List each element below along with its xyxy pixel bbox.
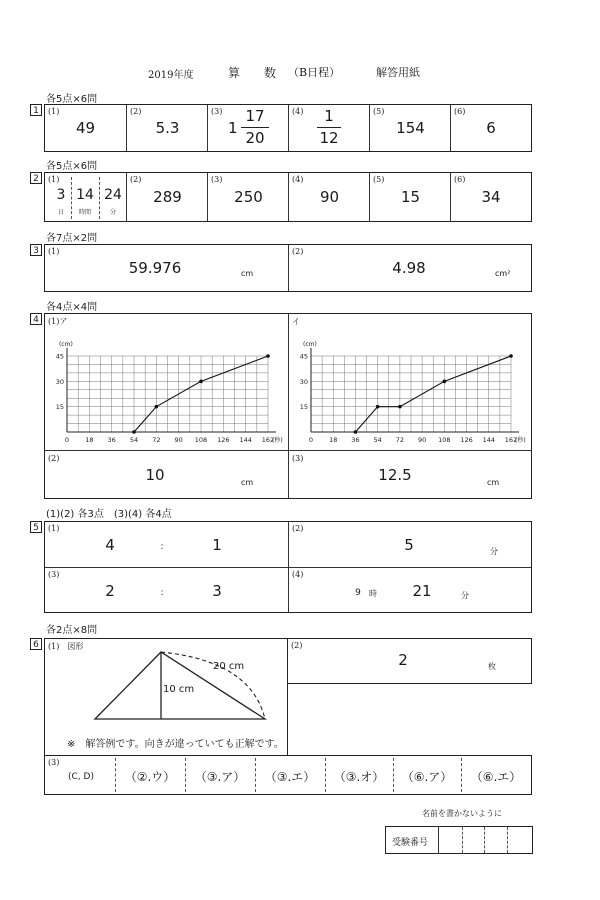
q6-label-1: (1) 図形 — [48, 642, 84, 651]
header-year: 2019年度 — [148, 70, 194, 81]
x-tick-label: 18 — [329, 436, 338, 444]
q1-answer-1: 49 — [75, 119, 96, 137]
x-tick-label: 90 — [174, 436, 183, 444]
q5-answer-4-minutes: 21 — [412, 582, 432, 600]
y-tick-label: 45 — [299, 352, 308, 361]
q2-answer-3: 250 — [234, 188, 263, 206]
q6-cell-2[interactable] — [287, 638, 532, 684]
y-tick-label: 30 — [299, 377, 308, 386]
q1-answer-3-whole: 1 — [228, 119, 238, 137]
q5-cell-3[interactable] — [45, 568, 288, 613]
q2-cell-3[interactable] — [207, 173, 288, 221]
q3-number: 3 — [30, 244, 42, 256]
q5-answer-box — [44, 521, 532, 613]
q5-answer-1-right: 1 — [212, 536, 222, 554]
q5-cell-2[interactable] — [289, 522, 531, 567]
q2-cell-6[interactable] — [450, 173, 530, 221]
x-tick-label: 54 — [129, 436, 139, 444]
x-tick-label: 108 — [438, 436, 451, 444]
q3-cell-1[interactable] — [45, 245, 288, 291]
y-tick-label: 30 — [55, 377, 64, 386]
q6-cell-3[interactable] — [44, 755, 532, 795]
header-session: （B日程） — [288, 66, 341, 79]
q1-answer-3-numerator: 17 — [245, 107, 265, 125]
x-tick-label: 18 — [85, 436, 94, 444]
q5-separator-3: : — [160, 588, 164, 598]
q1-answer-4-numerator: 1 — [324, 107, 334, 125]
q3-cell-2[interactable] — [288, 245, 530, 291]
header-subject: 算 数 — [228, 66, 277, 80]
exam-number-box — [385, 826, 533, 854]
q2-unit-hours: 時間 — [78, 209, 91, 216]
y-tick-label: 45 — [55, 352, 64, 361]
q3-points: 各7点×2問 — [46, 233, 98, 244]
q2-divider-b — [99, 177, 100, 219]
q1-label-5: (5) — [373, 107, 385, 116]
q4-answer-box — [44, 313, 532, 499]
q5-separator-1: : — [160, 542, 164, 552]
q5-answer-2: 5 — [404, 536, 414, 554]
x-tick-label: 126 — [460, 436, 473, 444]
q1-label-4: (4) — [292, 107, 304, 116]
q6-number: 6 — [30, 638, 42, 650]
exam-number-digit-3[interactable] — [485, 827, 507, 853]
q3-label-1: (1) — [48, 247, 60, 256]
x-axis-label: (秒) — [515, 437, 526, 444]
q6-answer-2: 2 — [398, 651, 408, 669]
data-point — [199, 380, 203, 384]
q5-points: (1)(2) 各3点 (3)(4) 各4点 — [46, 509, 172, 520]
q3-answer-2: 4.98 — [392, 259, 426, 277]
q1-answer-4-denominator: 12 — [319, 129, 339, 147]
data-point — [155, 405, 159, 409]
q1-answer-2: 5.3 — [155, 119, 180, 137]
q5-answer-4-hour: 9 — [355, 588, 361, 598]
data-point — [354, 430, 358, 434]
q5-label-4: (4) — [292, 570, 304, 579]
y-tick-label: 15 — [299, 403, 308, 412]
q1-answer-5: 154 — [396, 119, 425, 137]
q2-answer-1-days: 3 — [56, 187, 66, 203]
q6-answer-3-item-6: （⑥.ア） — [401, 770, 453, 784]
q4-chart-i — [289, 322, 531, 450]
y-tick-label: 15 — [55, 403, 64, 412]
q5-cell-1[interactable] — [45, 522, 288, 567]
q1-points: 各5点×6問 — [46, 94, 98, 105]
q1-answer-6: 6 — [486, 119, 496, 137]
x-tick-label: 90 — [417, 436, 427, 444]
q2-answer-row — [44, 172, 532, 222]
q6-answer-3-item-4: （③.エ） — [264, 770, 316, 784]
q5-unit-4-minutes: 分 — [461, 591, 469, 600]
q6-answer-area — [44, 638, 532, 792]
exam-number-digit-4[interactable] — [508, 827, 532, 853]
q2-answer-1-minutes: 24 — [104, 187, 122, 203]
exam-number-digit-1[interactable] — [439, 827, 461, 853]
q6-figure-label-10cm: 10 cm — [163, 684, 195, 695]
q1-cell-2[interactable] — [126, 105, 207, 151]
exam-number-digit-2[interactable] — [463, 827, 484, 853]
x-tick-label: 162 — [261, 436, 275, 444]
q4-points: 各4点×4問 — [46, 302, 98, 313]
q4-answer-2: 10 — [145, 466, 165, 484]
x-tick-label: 54 — [373, 436, 382, 444]
q1-cell-4[interactable] — [288, 105, 369, 151]
q1-cell-3[interactable] — [207, 105, 288, 151]
q2-label-3: (3) — [211, 175, 223, 184]
q6-answer-3-item-3: （③.ア） — [194, 770, 246, 784]
y-axis-label: (cm) — [59, 341, 73, 348]
x-tick-label: 36 — [107, 436, 116, 444]
q1-cell-5[interactable] — [369, 105, 450, 151]
x-tick-label: 144 — [239, 436, 252, 444]
q1-answer-3-denominator: 20 — [245, 129, 265, 147]
q2-unit-minutes: 分 — [109, 209, 116, 216]
q6-points: 各2点×8問 — [46, 625, 98, 636]
q4-label-i: イ — [292, 317, 300, 326]
q2-label-4: (4) — [292, 175, 304, 184]
q1-fraction-bar-4 — [317, 127, 341, 128]
data-point — [509, 354, 513, 358]
q4-answer-3: 12.5 — [378, 466, 412, 484]
data-point — [132, 430, 136, 434]
q1-label-6: (6) — [454, 107, 466, 116]
x-tick-label: 72 — [395, 436, 405, 444]
q5-unit-2: 分 — [490, 547, 498, 556]
footer-note: 名前を書かないように — [422, 809, 502, 818]
x-tick-label: 36 — [351, 436, 360, 444]
x-tick-label: 126 — [217, 436, 230, 444]
q5-answer-1-left: 4 — [105, 536, 115, 554]
data-point — [443, 380, 447, 384]
q6-label-2: (2) — [291, 641, 303, 650]
q1-cell-1[interactable] — [45, 105, 126, 151]
q3-label-2: (2) — [292, 247, 304, 256]
q1-fraction-bar-3 — [241, 127, 269, 128]
q1-label-2: (2) — [130, 107, 142, 116]
q4-label-2: (2) — [48, 454, 60, 463]
q2-answer-2: 289 — [153, 188, 182, 206]
q3-unit-2: cm² — [495, 269, 511, 278]
q2-answer-6: 34 — [481, 188, 501, 206]
q2-cell-2[interactable] — [126, 173, 207, 221]
q5-label-2: (2) — [292, 524, 304, 533]
q5-number: 5 — [30, 521, 42, 533]
header-sheet: 解答用紙 — [376, 66, 420, 79]
q2-cell-4[interactable] — [288, 173, 369, 221]
q1-label-3: (3) — [211, 107, 223, 116]
q6-answer-3-item-5: （③.オ） — [333, 770, 385, 784]
q5-cell-4[interactable] — [289, 568, 531, 613]
q4-chart-a — [45, 322, 288, 450]
q6-note: ※ 解答例です。向きが違っていても正解です。 — [67, 739, 284, 750]
q4-number: 4 — [30, 313, 42, 325]
q4-label-3: (3) — [292, 454, 304, 463]
q1-label-1: (1) — [48, 107, 60, 116]
q5-unit-4-hour: 時 — [369, 589, 377, 598]
q2-answer-5: 15 — [400, 188, 421, 206]
q3-answer-row — [44, 244, 532, 292]
q1-number: 1 — [30, 104, 42, 116]
y-axis-label: (cm) — [303, 341, 317, 348]
q5-answer-3-left: 2 — [105, 582, 115, 600]
q6-answer-3-item-1: (C, D) — [68, 772, 94, 782]
q2-answer-1-hours: 14 — [76, 187, 94, 203]
q2-cell-5[interactable] — [369, 173, 450, 221]
q1-answer-row — [44, 104, 532, 152]
exam-number-label: 受験番号 — [392, 838, 429, 848]
x-tick-label: 72 — [152, 436, 161, 444]
q2-label-6: (6) — [454, 175, 466, 184]
q2-unit-days: 日 — [57, 209, 64, 216]
q4-unit-2: cm — [241, 478, 254, 487]
q6-cell-1[interactable] — [44, 638, 288, 756]
x-tick-label: 144 — [482, 436, 495, 444]
x-tick-label: 0 — [308, 436, 314, 444]
q6-answer-3-item-7: （⑥.エ） — [470, 770, 522, 784]
q5-label-1: (1) — [48, 524, 60, 533]
q6-answer-3-item-2: （②.ウ） — [124, 770, 176, 784]
q6-figure-label-20cm: 20 cm — [213, 661, 245, 672]
q3-answer-1: 59.976 — [128, 259, 182, 277]
q5-answer-3-right: 3 — [212, 582, 222, 600]
x-tick-label: 162 — [504, 436, 518, 444]
q4-divider-horizontal — [45, 450, 531, 451]
q6-label-3: (3) — [48, 758, 60, 767]
q6-unit-2: 枚 — [488, 662, 496, 671]
q1-cell-6[interactable] — [450, 105, 530, 151]
x-tick-label: 108 — [194, 436, 208, 444]
data-point — [266, 354, 270, 358]
q2-points: 各5点×6問 — [46, 161, 98, 172]
x-tick-label: 0 — [64, 436, 70, 444]
q5-label-3: (3) — [48, 570, 60, 579]
q3-unit-1: cm — [241, 269, 254, 278]
q4-label-a: (1)ア — [48, 317, 68, 326]
q2-label-2: (2) — [130, 175, 142, 184]
q2-answer-4: 90 — [319, 188, 340, 206]
q2-label-1: (1) — [48, 175, 60, 184]
x-axis-label: (秒) — [272, 437, 283, 444]
data-point — [376, 405, 380, 409]
q2-divider-a — [71, 177, 72, 219]
q2-cell-1[interactable] — [45, 173, 126, 221]
data-point — [398, 405, 402, 409]
q4-unit-3: cm — [487, 478, 500, 487]
q2-label-5: (5) — [373, 175, 385, 184]
q2-number: 2 — [30, 172, 42, 184]
